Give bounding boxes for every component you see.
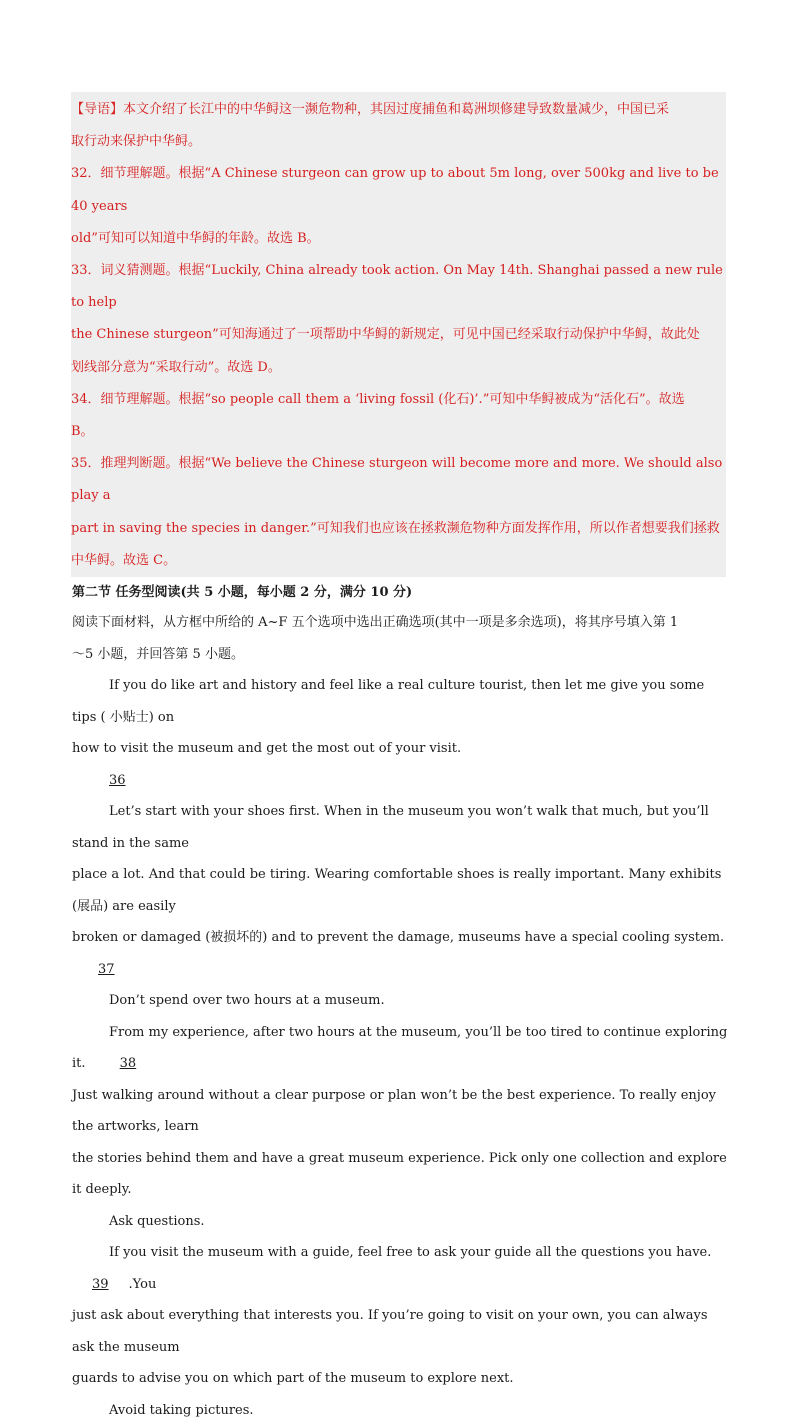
q33-analysis-line: 33．词义猜测题。根据“Luckily, China already took action. On May 14th. Shanghai passed a new rule to help [71,263,723,311]
passage [72,607,728,1426]
paragraph-line: just ask about everything that interests you. If you’re going to visit on your own, you can always ask the museum [72,1308,708,1355]
paragraph-line [72,1017,728,1080]
paragraph-line [72,1237,728,1300]
paragraph-text: From my experience, after two hours at the museum, you’ll be too tired to continue exploring it. [72,1024,728,1072]
q35-analysis-line: 35．推理判断题。根据“We believe the Chinese sturgeon will become more and more. We should also play a [71,456,723,504]
paragraph-line: guards to advise you on which part of the museum to explore next. [72,1371,514,1387]
q32-analysis-line: old”可知可以知道中华鲟的年龄。故选 B。 [71,230,320,246]
q35-analysis-line: 中华鲟。故选 C。 [71,552,177,568]
blank-line-36 [72,765,728,797]
paragraph-line: the stories behind them and have a great museum experience. Pick only one collection and explore it deeply. [72,1150,727,1198]
section-title: 第二节 任务型阅读(共 5 小题，每小题 2 分，满分 10 分) [72,585,413,601]
guide-text-line: 【导语】本文介绍了长江中的中华鲟这一濒危物种，其因过度捕鱼和葛洲坝修建导致数量减少，中国已采 [71,102,670,117]
subheading: Ask questions. [109,1213,205,1229]
q35-analysis-line: part in saving the species in danger.”可知我们也应该在拯救濒危物种方面发挥作用，所以作者想要我们拯救 [71,520,720,536]
instruction-line: 阅读下面材料，从方框中所给的 A~F 五个选项中选出正确选项(其中一项是多余选项)，将其序号填入第 1 [72,615,679,631]
q33-analysis-line: 划线部分意为“采取行动”。故选 D。 [71,359,281,375]
instruction-line: ～5 小题，并回答第 5 小题。 [72,646,244,662]
subheading: Avoid taking pictures. [109,1402,254,1418]
paragraph-line: Just walking around without a clear purpose or plan won’t be the best experience. To really enjoy the artworks, learn [72,1087,716,1135]
paragraph-line: place a lot. And that could be tiring. Wearing comfortable shoes is really important. Many exhibits (展品) are easily [72,867,722,914]
answer-analysis-box [71,92,726,577]
answer-blank-39: 39 [92,1276,109,1292]
paragraph-line: If you do like art and history and feel like a real culture tourist, then let me give you some tips ( 小贴士) on [72,678,705,725]
paragraph-line: Let’s start with your shoes first. When in the museum you won’t walk that much, but you’ll stand in the same [72,804,709,851]
q32-analysis-line: 32．细节理解题。根据“A Chinese sturgeon can grow up to about 5m long, over 500kg and live to be 40 years [71,166,719,214]
document-page [72,92,728,1426]
q34-analysis-line: B。 [71,424,94,440]
answer-blank-36: 36 [109,772,126,788]
guide-text-line: 取行动来保护中华鲟。 [71,134,202,150]
paragraph-text: .You [128,1276,157,1292]
q34-analysis-line: 34．细节理解题。根据“so people call them a ‘living fossil (化石)’.”可知中华鲟被成为“活化石”。故选 [71,391,685,407]
answer-blank-37: 37 [98,961,115,977]
paragraph-text: If you visit the museum with a guide, feel free to ask your guide all the questions you have. [109,1245,712,1261]
answer-blank-38: 38 [119,1056,137,1072]
paragraph-text: broken or damaged (被损坏的) and to prevent the damage, museums have a special cooling system. [72,930,725,946]
paragraph-line: how to visit the museum and get the most out of your visit. [72,741,462,757]
q33-analysis-line: the Chinese sturgeon”可知海通过了一项帮助中华鲟的新规定，可见中国已经采取行动保护中华鲟，故此处 [71,327,700,343]
paragraph-line [72,922,728,985]
subheading: Don’t spend over two hours at a museum. [109,993,385,1009]
